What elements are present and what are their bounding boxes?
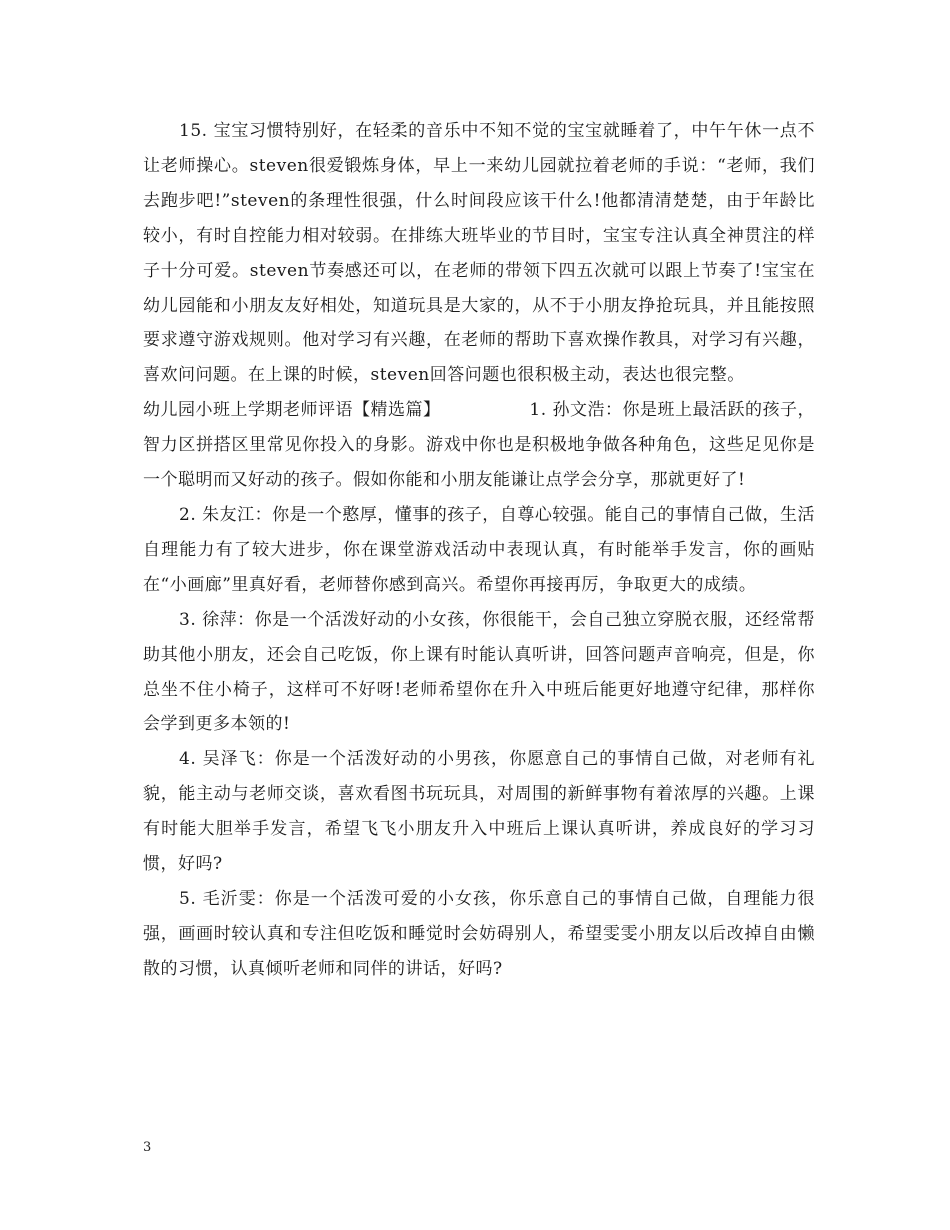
paragraph-2: 2. 朱友江：你是一个憨厚，懂事的孩子，自尊心较强。能自己的事情自己做，生活自理能力有了较大进步，你在课堂游戏活动中表现认真，有时能举手发言，你的画贴在“小画廊”里真好看，老师替你感到高兴。希望你再接再厉，争取更大的成绩。: [143, 504, 815, 595]
paragraph-1-rest: 智力区拼搭区里常见你投入的身影。游戏中你也是积极地争做各种角色，这些足见你是一个聪明而又好动的孩子。假如你能和小朋友能谦让点学会分享，那就更好了!: [143, 435, 815, 491]
page-number: 3: [143, 1140, 152, 1155]
document-body: [143, 114, 815, 987]
paragraph-3: 3. 徐萍：你是一个活泼好动的小女孩，你很能干，会自己独立穿脱衣服，还经常帮助其他小朋友，还会自己吃饭，你上课有时能认真听讲，回答问题声音响亮，但是，你总坐不住小椅子，这样可不好呀!老师希望你在升入中班后能更好地遵守纪律，那样你会学到更多本领的!: [143, 609, 815, 735]
paragraph-5: 5. 毛沂雯：你是一个活泼可爱的小女孩，你乐意自己的事情自己做，自理能力很强，画画时较认真和专注但吃饭和睡觉时会妨碍别人，希望雯雯小朋友以后改掉自由懒散的习惯，认真倾听老师和同伴的讲话，好吗?: [143, 888, 815, 979]
section-title: 幼儿园小班上学期老师评语【精选篇】: [143, 400, 441, 421]
paragraph-4: 4. 吴泽飞：你是一个活泼好动的小男孩，你愿意自己的事情自己做，对老师有礼貌，能主动与老师交谈，喜欢看图书玩玩具，对周围的新鲜事物有着浓厚的兴趣。上课有时能大胆举手发言，希望飞飞小朋友升入中班后上课认真听讲，养成良好的学习习惯，好吗?: [143, 749, 815, 875]
paragraph-15: 15. 宝宝习惯特别好，在轻柔的音乐中不知不觉的宝宝就睡着了，中午午休一点不让老师操心。steven很爱锻炼身体，早上一来幼儿园就拉着老师的手说：“老师，我们去跑步吧!”steven的条理性很强，什么时间段应该干什么!他都清清楚楚，由于年龄比较小，有时自控能力相对较弱。在排练大班毕业的节目时，宝宝专注认真全神贯注的样子十分可爱。steven节奏感还可以，在老师的带领下四五次就可以跟上节奏了!宝宝在幼儿园能和小朋友友好相处，知道玩具是大家的，从不于小朋友挣抢玩具，并且能按照要求遵守游戏规则。他对学习有兴趣，在老师的帮助下喜欢操作教具，对学习有兴趣，喜欢问问题。在上课的时候，steven回答问题也很积极主动，表达也很完整。: [143, 121, 815, 386]
paragraph-1-start: 1. 孙文浩：你是班上最活跃的孩子，: [529, 400, 815, 421]
section-heading-line: [143, 393, 815, 428]
